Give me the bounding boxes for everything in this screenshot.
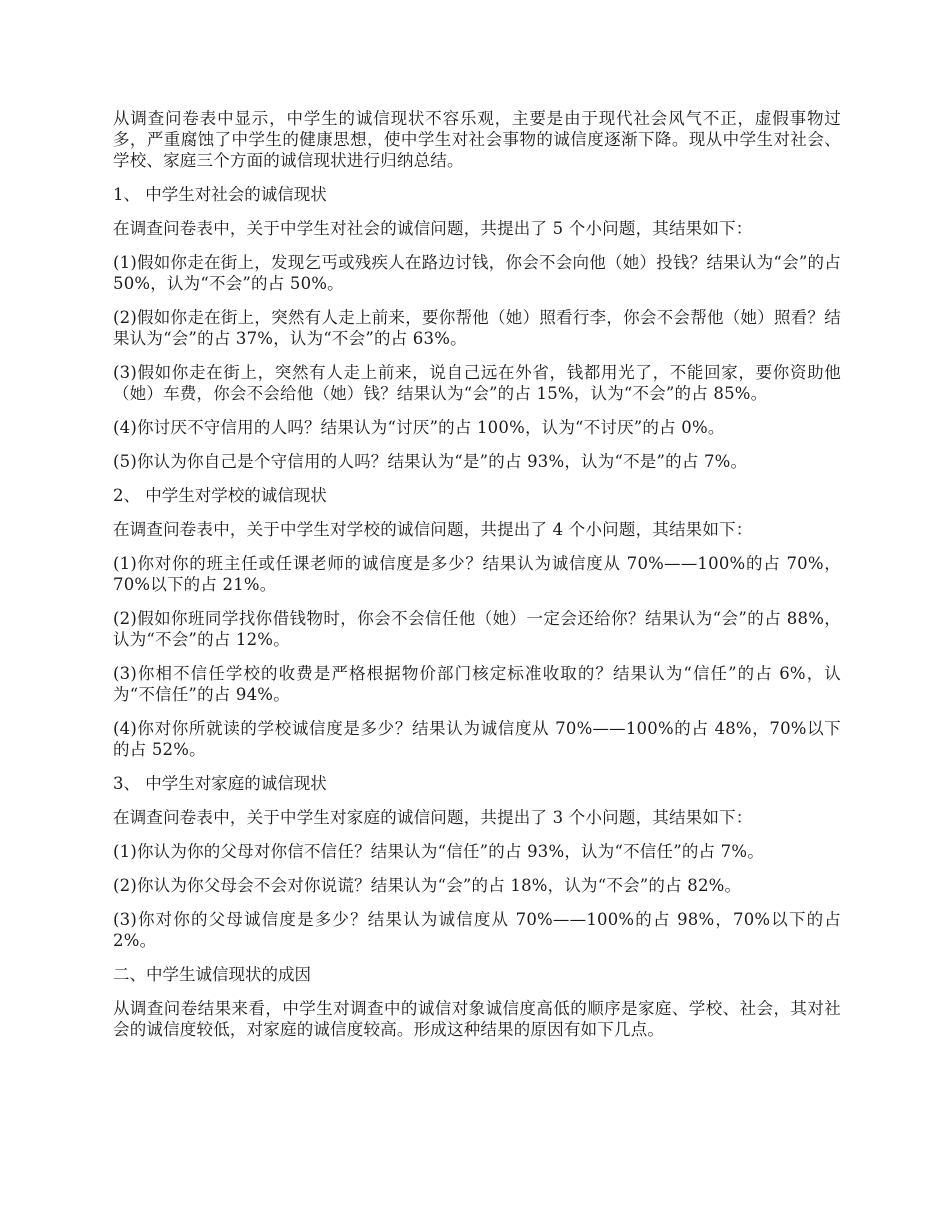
- survey-item: (3)假如你走在街上，突然有人走上前来，说自己远在外省，钱都用光了，不能回家，要你资助他（她）车费，你会不会给他（她）钱？结果认为“会”的占 15%，认为“不会”的占 85%。: [113, 363, 841, 403]
- section-lead-school: 在调查问卷表中，关于中学生对学校的诚信问题，共提出了 4 个小问题，其结果如下：: [113, 520, 753, 539]
- section-lead-family: 在调查问卷表中，关于中学生对家庭的诚信问题，共提出了 3 个小问题，其结果如下：: [113, 808, 753, 827]
- section-heading-society: 1、 中学生对社会的诚信现状: [113, 185, 327, 204]
- survey-item: (1)假如你走在街上，发现乞丐或残疾人在路边讨钱，你会不会向他（她）投钱？结果认为“会”的占 50%，认为“不会”的占 50%。: [113, 253, 841, 293]
- survey-item: (1)你认为你的父母对你信不信任？结果认为“信任”的占 93%，认为“不信任”的占 7%。: [113, 842, 764, 861]
- survey-item: (3)你对你的父母诚信度是多少？结果认为诚信度从 70%——100%的占 98%，70%以下的占 2%。: [113, 910, 841, 950]
- survey-item: (5)你认为你自己是个守信用的人吗？结果认为“是”的占 93%，认为“不是”的占 7%。: [113, 452, 748, 471]
- survey-item: (1)你对你的班主任或任课老师的诚信度是多少？结果认为诚信度从 70%——100%的占 70%，70%以下的占 21%。: [113, 554, 841, 594]
- intro-paragraph: 从调查问卷表中显示，中学生的诚信现状不容乐观，主要是由于现代社会风气不正，虚假事物过多，严重腐蚀了中学生的健康思想，使中学生对社会事物的诚信度逐渐下降。现从中学生对社会、学校、家庭三个方面的诚信现状进行归纳总结。: [113, 109, 841, 170]
- survey-item: (2)假如你班同学找你借钱物时，你会不会信任他（她）一定会还给你？结果认为“会”的占 88%，认为“不会”的占 12%。: [113, 609, 841, 649]
- section-heading-school: 2、 中学生对学校的诚信现状: [113, 486, 327, 505]
- survey-item: (4)你讨厌不守信用的人吗？结果认为“讨厌”的占 100%，认为“不讨厌”的占 0%。: [113, 418, 725, 437]
- survey-item: (3)你相不信任学校的收费是严格根据物价部门核定标准收取的？结果认为“信任”的占 6%，认为“不信任”的占 94%。: [113, 664, 841, 704]
- section-heading-family: 3、 中学生对家庭的诚信现状: [113, 774, 327, 793]
- survey-item: (4)你对你所就读的学校诚信度是多少？结果认为诚信度从 70%——100%的占 48%，70%以下的占 52%。: [113, 719, 841, 759]
- survey-item: (2)你认为你父母会不会对你说谎？结果认为“会”的占 18%，认为“不会”的占 82%。: [113, 876, 742, 895]
- survey-item: (2)假如你走在街上，突然有人走上前来，要你帮他（她）照看行李，你会不会帮他（她）照看？结果认为“会”的占 37%，认为“不会”的占 63%。: [113, 308, 841, 348]
- cause-paragraph: 从调查问卷结果来看，中学生对调查中的诚信对象诚信度高低的顺序是家庭、学校、社会，其对社会的诚信度较低，对家庭的诚信度较高。形成这种结果的原因有如下几点。: [113, 999, 841, 1039]
- section-lead-society: 在调查问卷表中，关于中学生对社会的诚信问题，共提出了 5 个小问题，其结果如下：: [113, 219, 753, 238]
- cause-heading: 二、中学生诚信现状的成因: [113, 965, 311, 984]
- document-page: [113, 108, 841, 1053]
